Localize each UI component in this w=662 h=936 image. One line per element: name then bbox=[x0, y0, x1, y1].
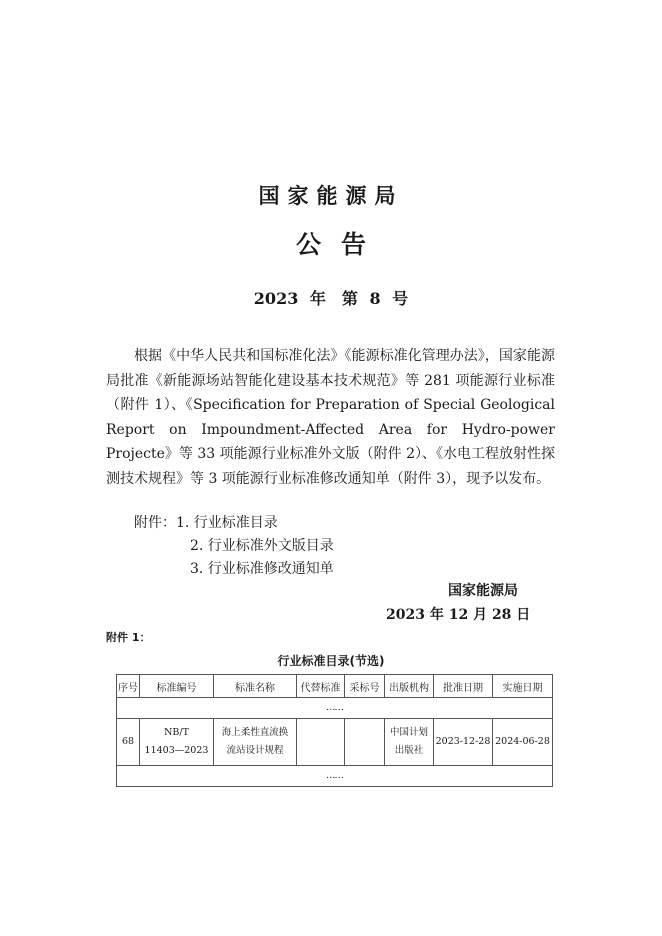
cell-name-line2: 流站设计规程 bbox=[226, 745, 284, 756]
attachment-text-1: 1. 行业标准目录 bbox=[176, 515, 278, 531]
cell-no: 68 bbox=[117, 719, 140, 766]
ellipsis-cell: …… bbox=[117, 766, 553, 787]
ellipsis-cell: …… bbox=[117, 698, 553, 719]
cell-code-line2: 11403—2023 bbox=[144, 745, 209, 756]
cell-name-line1: 海上柔性直流换 bbox=[221, 727, 289, 738]
table-row-ellipsis bbox=[117, 698, 553, 719]
column-header: 批准日期 bbox=[434, 675, 493, 698]
column-header: 序号 bbox=[117, 675, 140, 698]
column-header: 标准编号 bbox=[140, 675, 214, 698]
table-row-ellipsis bbox=[117, 766, 553, 787]
signature-date: 2023 年 12 月 28 日 bbox=[386, 607, 531, 623]
cell-adopted bbox=[345, 719, 385, 766]
cell-code bbox=[140, 719, 214, 766]
signature-agency: 国家能源局 bbox=[448, 583, 518, 599]
cell-publisher-line2: 出版社 bbox=[394, 745, 424, 756]
cell-publisher bbox=[385, 719, 434, 766]
cell-code-line1: NB/T bbox=[164, 727, 189, 738]
cell-publisher-line1: 中国计划 bbox=[389, 727, 428, 738]
cell-name bbox=[214, 719, 297, 766]
document-number: 2023 年 第 8 号 bbox=[253, 289, 409, 308]
document-type-title: 公告 bbox=[295, 230, 386, 259]
attachment-item-3: 3. 行业标准修改通知单 bbox=[190, 561, 334, 577]
table-row bbox=[117, 719, 553, 766]
issuing-agency-heading: 国家能源局 bbox=[258, 184, 404, 208]
attachments-label: 附件： bbox=[134, 515, 176, 531]
table-title: 行业标准目录(节选) bbox=[277, 654, 385, 668]
cell-effective-date: 2024-06-28 bbox=[493, 719, 553, 766]
column-header: 出版机构 bbox=[385, 675, 434, 698]
announcement-body: 根据《中华人民共和国标准化法》《能源标准化管理办法》，国家能源局批准《新能源场站智能化建设基本技术规范》等 281 项能源行业标准（附件 1）、《Specification for Preparation of Special Geological Report on Impoundment-Affected Area for Hydro-power Projecte》等 33 项能源行业标准外文版（附件 2）、《水电工程放射性探测技术规程》等 3 项能源行业标准修改通知单（附件 3），现予以发布。 bbox=[106, 348, 555, 487]
appendix-label: 附件 1： bbox=[106, 631, 151, 644]
column-header: 实施日期 bbox=[493, 675, 553, 698]
cell-replaces bbox=[297, 719, 345, 766]
column-header: 标准名称 bbox=[214, 675, 297, 698]
column-header: 采标号 bbox=[345, 675, 385, 698]
table-header-row bbox=[117, 675, 553, 698]
standards-table bbox=[116, 674, 553, 787]
column-header: 代替标准 bbox=[297, 675, 345, 698]
attachment-item-1 bbox=[134, 512, 278, 535]
cell-approval-date: 2023-12-28 bbox=[434, 719, 493, 766]
attachment-item-2: 2. 行业标准外文版目录 bbox=[190, 538, 334, 554]
